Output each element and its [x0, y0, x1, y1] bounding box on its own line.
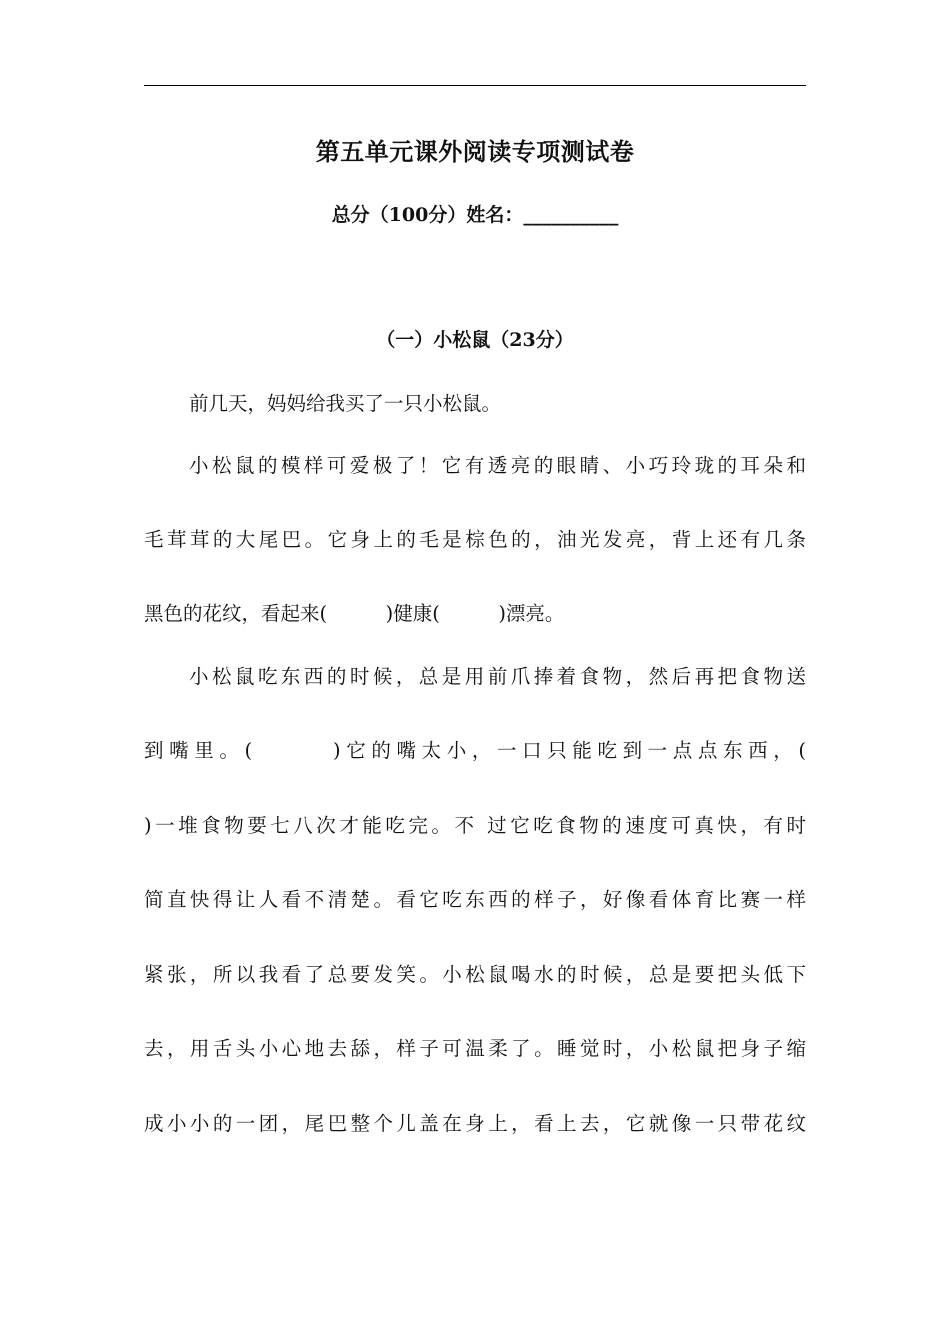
paragraph-line: 到嘴里。( )它的嘴太小，一口只能吃到一点点东西，( — [144, 739, 806, 762]
paragraph-line: 小松鼠的模样可爱极了！它有透亮的眼睛、小巧玲珑的耳朵和 — [189, 454, 806, 477]
header-rule — [144, 85, 806, 86]
paragraph-line: 简直快得让人看不清楚。看它吃东西的样子，好像看体育比赛一样 — [144, 888, 806, 911]
paragraph-line: 前几天，妈妈给我买了一只小松鼠。 — [189, 392, 502, 415]
paragraph-line: 黑色的花纹，看起来( )健康( )漂亮。 — [144, 602, 565, 625]
score-name-line: 总分（100分）姓名：__________ — [331, 204, 619, 226]
paragraph-line: 去，用舌头小心地去舔，样子可温柔了。睡觉时，小松鼠把身子缩 — [144, 1037, 806, 1060]
paragraph-line: 小松鼠吃东西的时候，总是用前爪捧着食物，然后再把食物送 — [189, 665, 806, 688]
paragraph-line: 毛茸茸的大尾巴。它身上的毛是棕色的，油光发亮，背上还有几条 — [144, 528, 806, 551]
document-title: 第五单元课外阅读专项测试卷 — [315, 137, 635, 166]
paragraph-line: 紧张，所以我看了总要发笑。小松鼠喝水的时候，总是要把头低下 — [144, 963, 806, 986]
paragraph-line: 成小小的一团，尾巴整个儿盖在身上，看上去，它就像一只带花纹 — [144, 1112, 806, 1135]
paragraph-line: )一堆食物要七八次才能吃完。不 过它吃食物的速度可真快，有时 — [144, 814, 806, 837]
section-heading: （一）小松鼠（23分） — [376, 329, 574, 351]
